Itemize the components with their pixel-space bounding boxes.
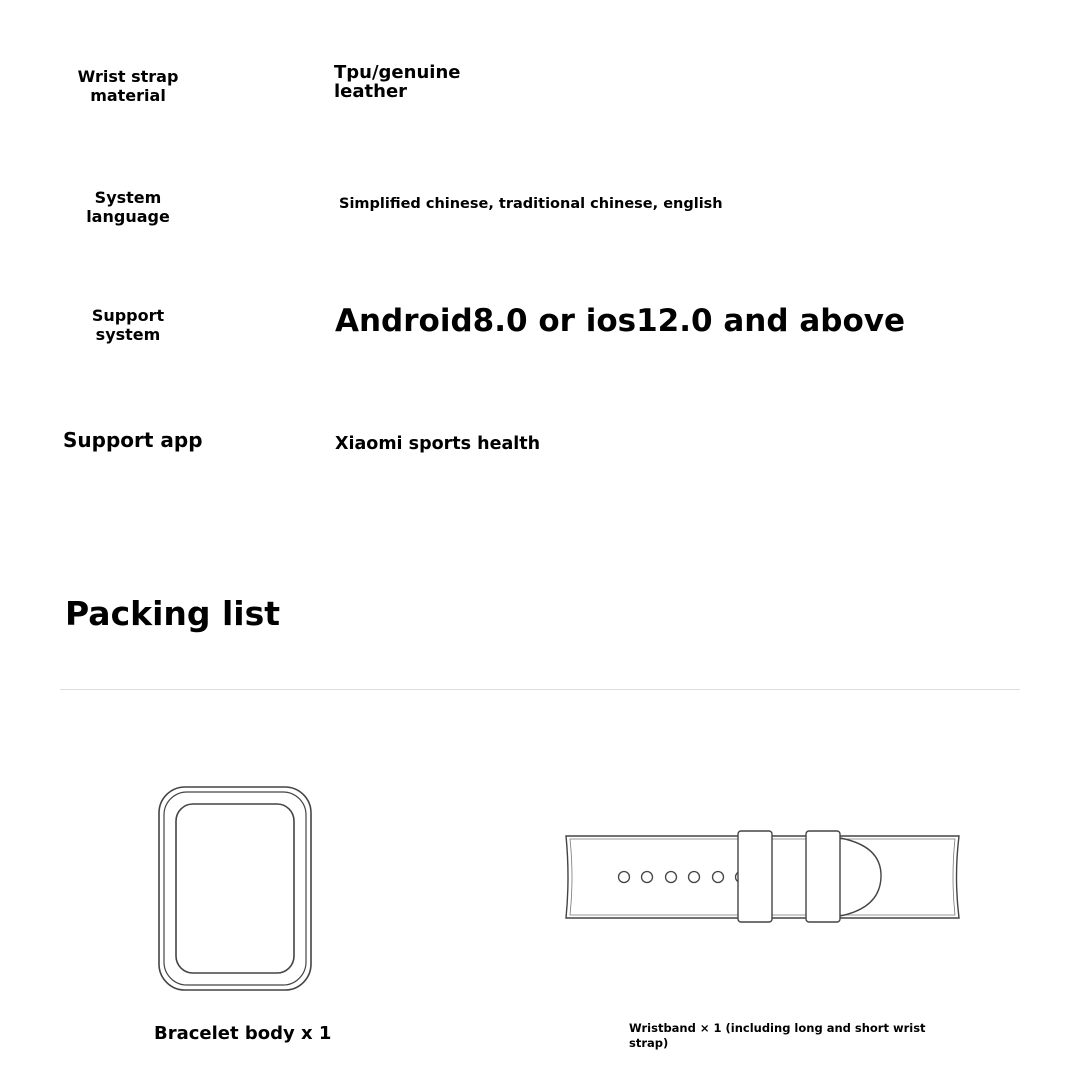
spec-value-support-system: Android8.0 or ios12.0 and above: [335, 303, 906, 339]
section-divider: [60, 689, 1020, 690]
spec-value-support-app: Xiaomi sports health: [335, 434, 541, 454]
bracelet-body-caption: Bracelet body x 1: [154, 1023, 332, 1044]
packing-list-title: Packing list: [65, 594, 281, 633]
spec-label-support-app: Support app: [63, 428, 203, 452]
bracelet-body-icon: [150, 780, 320, 1004]
spec-value-strap-material: Tpu/genuine leather: [334, 62, 461, 102]
spec-label-strap-material: Wrist strap material: [77, 67, 179, 105]
spec-label-system-language: System language: [86, 188, 170, 226]
wristband-caption: Wristband × 1 (including long and short wrist strap): [629, 1021, 926, 1050]
wristband-icon: [556, 824, 971, 938]
spec-label-support-system: Support system: [91, 306, 165, 344]
spec-value-system-language: Simplified chinese, traditional chinese, english: [339, 196, 723, 212]
